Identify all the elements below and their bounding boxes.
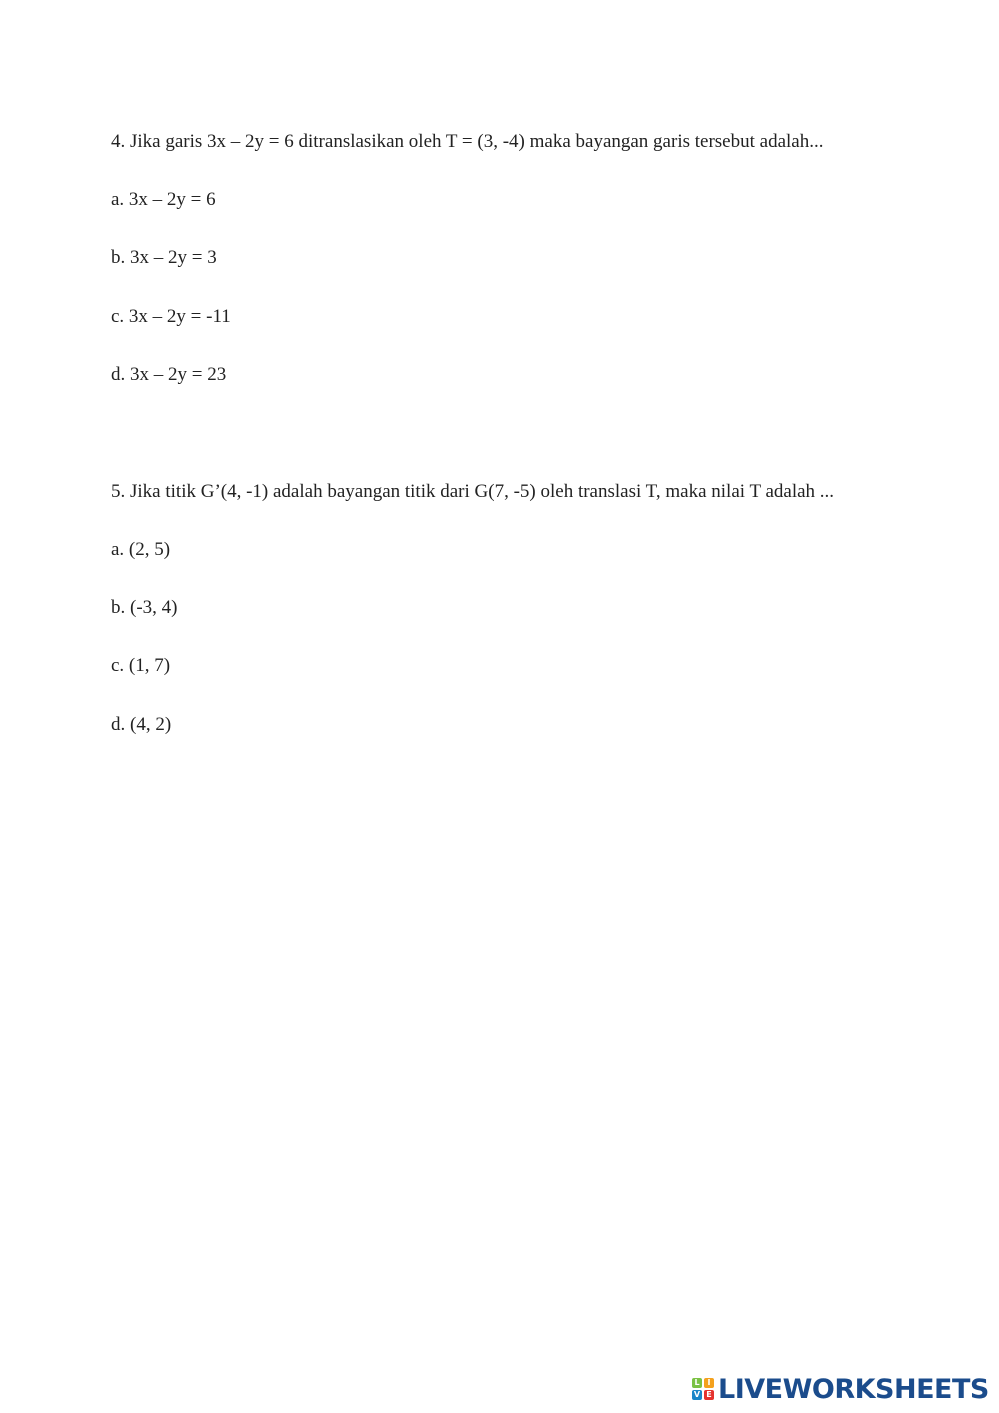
logo-square-i: I xyxy=(704,1378,714,1388)
liveworksheets-wordmark: LIVEWORKSHEETS xyxy=(718,1373,989,1405)
liveworksheets-logo xyxy=(692,1374,989,1404)
liveworksheets-icon xyxy=(692,1378,714,1400)
question-5-option-d[interactable]: d. (4, 2) xyxy=(111,714,172,735)
question-4-option-b[interactable]: b. 3x – 2y = 3 xyxy=(111,247,217,268)
question-5-option-b[interactable]: b. (-3, 4) xyxy=(111,597,178,618)
logo-square-v: V xyxy=(693,1390,701,1399)
question-4-option-a[interactable]: a. 3x – 2y = 6 xyxy=(111,189,216,210)
logo-square-e: E xyxy=(704,1390,714,1400)
question-5-text: 5. Jika titik G’(4, -1) adalah bayangan titik dari G(7, -5) oleh translasi T, maka nilai T adalah ... xyxy=(111,481,835,502)
logo-square-l: L xyxy=(692,1378,702,1388)
question-5-option-a[interactable]: a. (2, 5) xyxy=(111,539,171,560)
question-4-text: 4. Jika garis 3x – 2y = 6 ditranslasikan oleh T = (3, -4) maka bayangan garis tersebut adalah... xyxy=(111,131,824,152)
question-5-option-c[interactable]: c. (1, 7) xyxy=(111,655,171,676)
question-4-option-d[interactable]: d. 3x – 2y = 23 xyxy=(111,364,227,385)
question-4-option-c[interactable]: c. 3x – 2y = -11 xyxy=(111,306,231,327)
